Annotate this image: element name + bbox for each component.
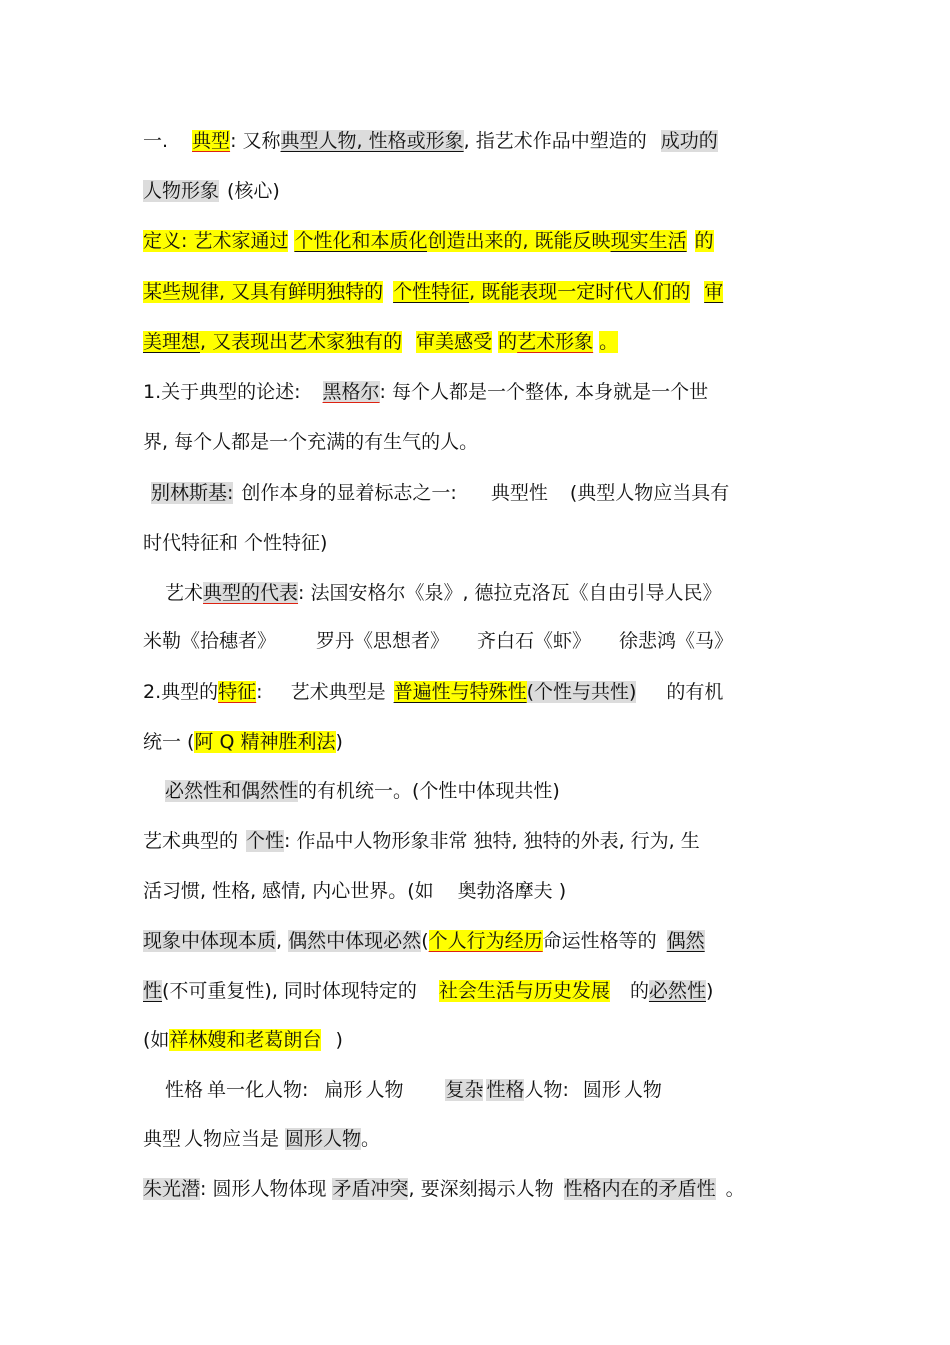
- term-typical: 典型: [192, 130, 231, 152]
- text-line: 时代特征和 个性特征): [143, 532, 328, 554]
- definition-line: 美理想, 又表现出艺术家独有的 审美感受 的艺术形象 。: [143, 331, 619, 353]
- definition-line: 某些规律, 又具有鲜明独特的 个性特征, 既能表现一定时代人们的 审: [143, 281, 724, 303]
- text-line: 现象中体现本质, 偶然中体现必然(个人行为经历命运性格等的 偶然: [143, 930, 705, 952]
- text-line: 统一 (阿 Q 精神胜利法): [143, 731, 343, 753]
- text-line: (如祥林嫂和老葛朗台 ): [143, 1029, 343, 1051]
- text-line: 界, 每个人都是一个充满的有生气的人。: [143, 431, 479, 453]
- text-line: 人物形象 (核心): [143, 180, 280, 202]
- text-line: 米勒《拾穗者》 罗丹《思想者》 齐白石《虾》 徐悲鸿《马》: [143, 630, 734, 652]
- text-line: 性(不可重复性), 同时体现特定的 社会生活与历史发展 的必然性): [143, 980, 714, 1002]
- text-line: 艺术典型的 个性: 作品中人物形象非常 独特, 独特的外表, 行为, 生: [143, 830, 700, 852]
- text-line: 典型 人物应当是 圆形人物。: [143, 1128, 381, 1150]
- text-line: 活习惯, 性格, 感情, 内心世界。(如 奥勃洛摩夫 ): [143, 880, 567, 902]
- text-line: 1.关于典型的论述: 黑格尔: 每个人都是一个整体, 本身就是一个世: [143, 381, 709, 403]
- text-line: 艺术典型的代表: 法国安格尔《泉》, 德拉克洛瓦《自由引导人民》: [165, 582, 722, 604]
- text-line: 性格 单一化人物: 扁形 人物 复杂 性格人物: 圆形 人物: [165, 1079, 662, 1101]
- heading-typical: 一. 典型: 又称典型人物, 性格或形象, 指艺术作品中塑造的 成功的: [143, 130, 718, 152]
- text-line: 2.典型的特征: 艺术典型是 普遍性与特殊性(个性与共性) 的有机: [143, 681, 724, 703]
- text-line: 别林斯基: 创作本身的显着标志之一: 典型性 (典型人物应当具有: [151, 482, 730, 504]
- text-line: 朱光潜: 圆形人物体现 矛盾冲突, 要深刻揭示人物 性格内在的矛盾性 。: [143, 1178, 745, 1200]
- definition-line: 定义: 艺术家通过 个性化和本质化创造出来的, 既能反映现实生活 的: [143, 230, 714, 252]
- text-line: 必然性和偶然性的有机统一。(个性中体现共性): [165, 780, 560, 802]
